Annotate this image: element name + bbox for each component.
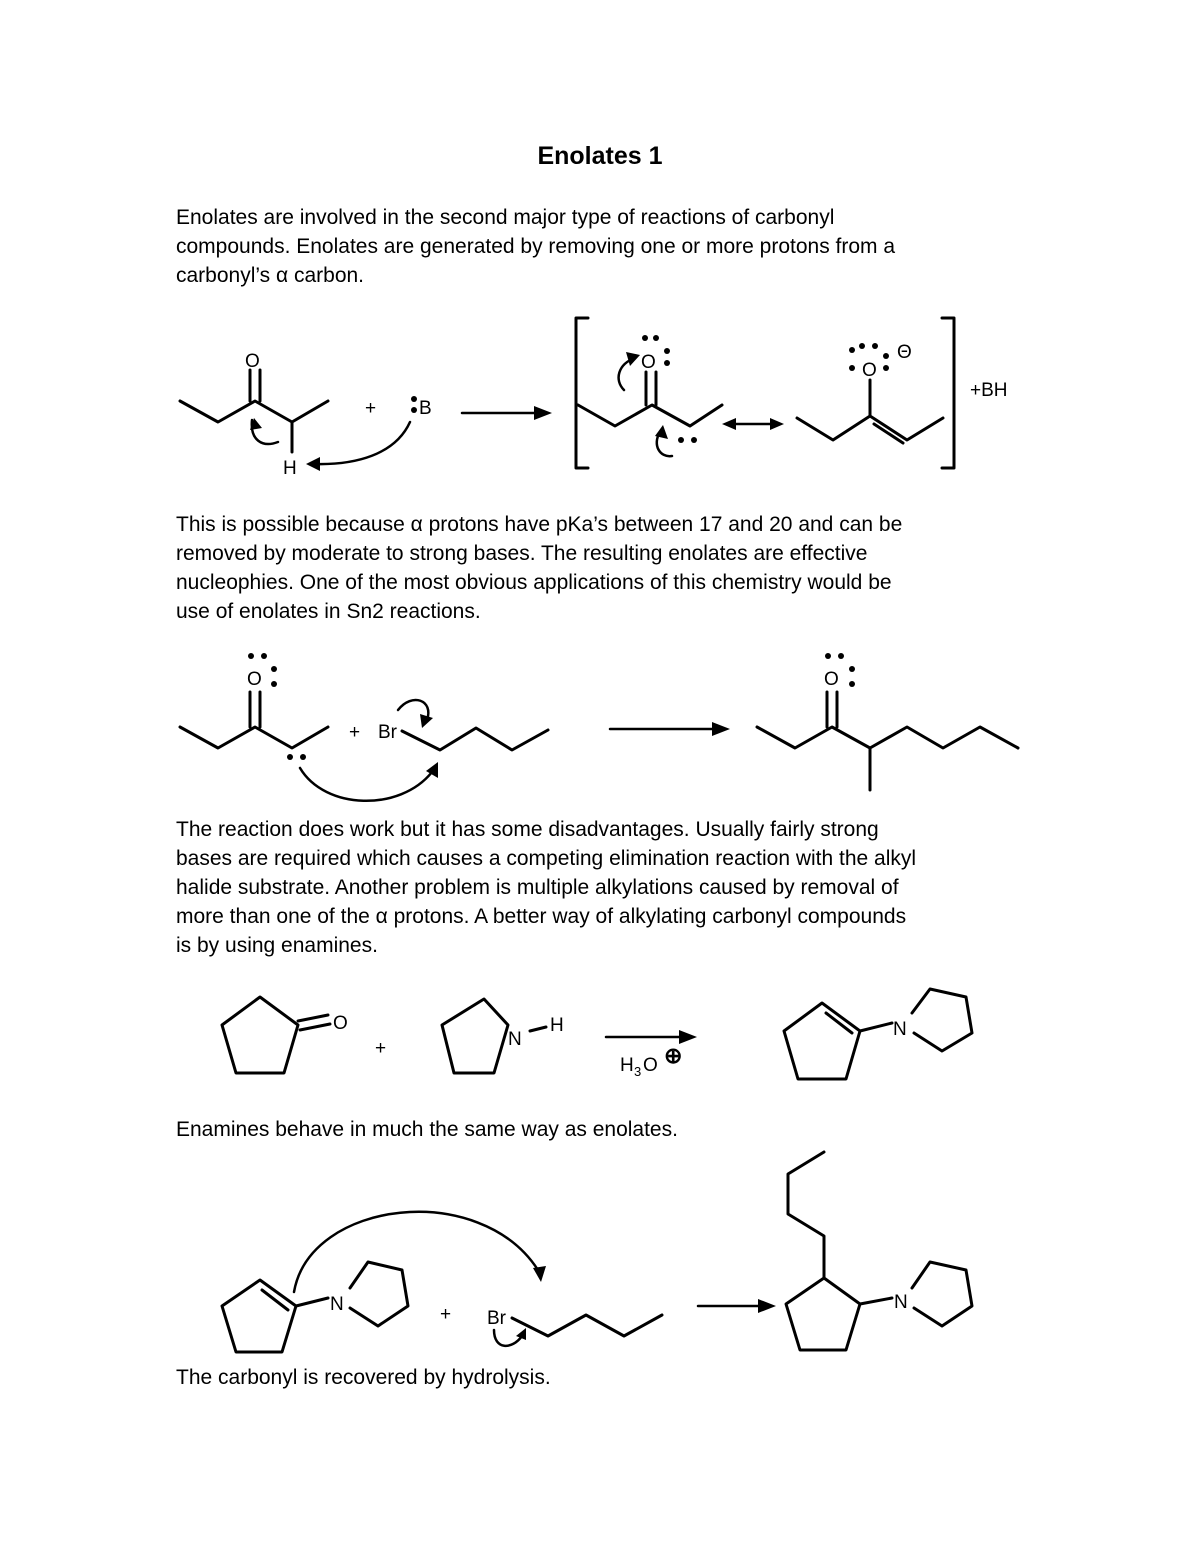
reagent-o: O	[643, 1055, 658, 1076]
lone-pair-dot	[411, 396, 417, 402]
hydrogen-label: H	[550, 1015, 564, 1036]
arrowhead	[770, 418, 784, 430]
text-line: use of enolates in Sn2 reactions.	[176, 600, 481, 623]
enamine-formation-scheme	[0, 985, 1200, 1095]
curved-arrow	[315, 422, 410, 464]
text-line: is by using enamines.	[176, 934, 378, 957]
arrowhead	[679, 1030, 697, 1044]
text-line: carbonyl’s α carbon.	[176, 264, 365, 287]
plus-sign: +	[349, 722, 361, 743]
arrowhead	[758, 1299, 776, 1313]
lone-pair-dot	[849, 666, 855, 672]
hydrogen-label: H	[283, 458, 297, 479]
carbonyl-bond-1	[298, 1015, 328, 1021]
lone-pair-dot	[664, 348, 670, 354]
arrowhead	[306, 457, 320, 471]
lone-pair-dot	[849, 365, 855, 371]
cyclopentene-ring	[222, 1280, 296, 1352]
butyl-chain	[788, 1152, 824, 1278]
enolate-chain	[797, 416, 943, 440]
nitrogen-label: N	[330, 1294, 344, 1315]
lone-pair-dot	[883, 365, 889, 371]
lone-pair-dot	[287, 754, 293, 760]
oxygen-label: O	[824, 669, 839, 690]
page-title: Enolates 1	[537, 142, 663, 170]
oxygen-label: O	[862, 360, 877, 381]
byproduct-label: +BH	[970, 380, 1008, 401]
reagent-h: H	[620, 1055, 634, 1076]
base-label: B	[419, 398, 432, 419]
plus-sign: +	[365, 398, 377, 419]
curved-arrow	[300, 768, 432, 801]
text-line: halide substrate. Another problem is multiple alkylations caused by removal of	[176, 876, 899, 899]
lone-pair-dot	[271, 666, 277, 672]
text-line: Enamines behave in much the same way as enolates.	[176, 1118, 678, 1141]
nitrogen-label: N	[893, 1019, 907, 1040]
curved-arrow	[494, 1330, 522, 1346]
plus-sign: +	[440, 1304, 452, 1325]
paragraph-hydrolysis	[176, 1363, 1036, 1392]
alkyl-halide-chain	[512, 1315, 662, 1336]
cn-bond	[860, 1023, 892, 1031]
product-chain	[757, 727, 1018, 748]
curved-arrow	[294, 1212, 538, 1292]
bromine-label: Br	[487, 1308, 506, 1329]
nh-bond	[530, 1027, 546, 1031]
nitrogen-label: N	[508, 1029, 522, 1050]
lone-pair-dot	[872, 343, 878, 349]
positive-charge: ⊕	[664, 1043, 683, 1068]
lone-pair-dot	[883, 353, 889, 359]
text-line: compounds. Enolates are generated by removing one or more protons from a	[176, 235, 896, 258]
lone-pair-dot	[664, 360, 670, 366]
enolate-formation-scheme	[0, 300, 1200, 500]
text-line: removed by moderate to strong bases. The resulting enolates are effective	[176, 542, 868, 565]
lone-pair-dot	[849, 347, 855, 353]
nitrogen-label: N	[894, 1292, 908, 1313]
reagent-subscript: 3	[634, 1064, 642, 1079]
cc-double-bond	[262, 1290, 288, 1310]
oxygen-label: O	[333, 1013, 348, 1034]
right-bracket	[942, 318, 954, 468]
enamine-alkylation-scheme	[0, 1140, 1200, 1370]
lone-pair-dot	[300, 754, 306, 760]
lone-pair-dot	[691, 437, 697, 443]
arrowhead	[420, 714, 433, 728]
pyrrolidine-ring	[350, 1262, 408, 1326]
text-line: This is possible because α protons have pKa’s between 17 and 20 and can be	[176, 513, 903, 536]
lone-pair-dot	[653, 335, 659, 341]
cn-bond	[296, 1298, 328, 1306]
arrowhead	[626, 352, 640, 366]
text-line: The carbonyl is recovered by hydrolysis.	[176, 1366, 551, 1389]
alkyl-halide-chain	[402, 728, 548, 750]
negative-charge: Θ	[897, 342, 912, 363]
cyclopentane-ring	[786, 1278, 860, 1350]
cyclopentanone-ring	[222, 997, 298, 1073]
lone-pair-dot	[849, 681, 855, 687]
cyclopentene-ring	[784, 1003, 860, 1079]
pyrrolidine-ring	[912, 1262, 972, 1326]
paragraph-disadvantages	[176, 815, 1036, 960]
lone-pair-dot	[271, 681, 277, 687]
bromine-label: Br	[378, 722, 397, 743]
lone-pair-dot	[825, 653, 831, 659]
left-bracket	[576, 318, 588, 468]
text-line: more than one of the α protons. A better way of alkylating carbonyl compounds	[176, 905, 907, 928]
lone-pair-dot	[248, 653, 254, 659]
lone-pair-dot	[859, 343, 865, 349]
carbanion-chain	[578, 405, 722, 426]
text-line: Enolates are involved in the second major type of reactions of carbonyl	[176, 206, 835, 229]
arrowhead	[712, 722, 730, 736]
enolate-chain	[180, 727, 328, 748]
plus-sign: +	[375, 1038, 387, 1059]
enolate-alkylation-scheme	[0, 640, 1200, 820]
text-line: nucleophies. One of the most obvious applications of this chemistry would be	[176, 571, 892, 594]
oxygen-label: O	[641, 352, 656, 373]
paragraph-intro	[176, 203, 1036, 290]
arrowhead	[534, 406, 552, 420]
lone-pair-dot	[261, 653, 267, 659]
arrowhead	[722, 418, 736, 430]
arrowhead	[533, 1266, 546, 1282]
oxygen-label: O	[245, 351, 260, 372]
lone-pair-dot	[411, 407, 417, 413]
text-line: The reaction does work but it has some disadvantages. Usually fairly strong	[176, 818, 879, 841]
carbonyl-bond-2	[300, 1024, 330, 1030]
lone-pair-dot	[642, 335, 648, 341]
oxygen-label: O	[247, 669, 262, 690]
text-line: bases are required which causes a competing elimination reaction with the alkyl	[176, 847, 917, 870]
paragraph-pka	[176, 510, 1036, 626]
pyrrolidine-ring	[442, 999, 508, 1073]
cn-bond	[860, 1298, 892, 1304]
lone-pair-dot	[838, 653, 844, 659]
pyrrolidine-ring	[912, 989, 972, 1051]
lone-pair-dot	[678, 437, 684, 443]
